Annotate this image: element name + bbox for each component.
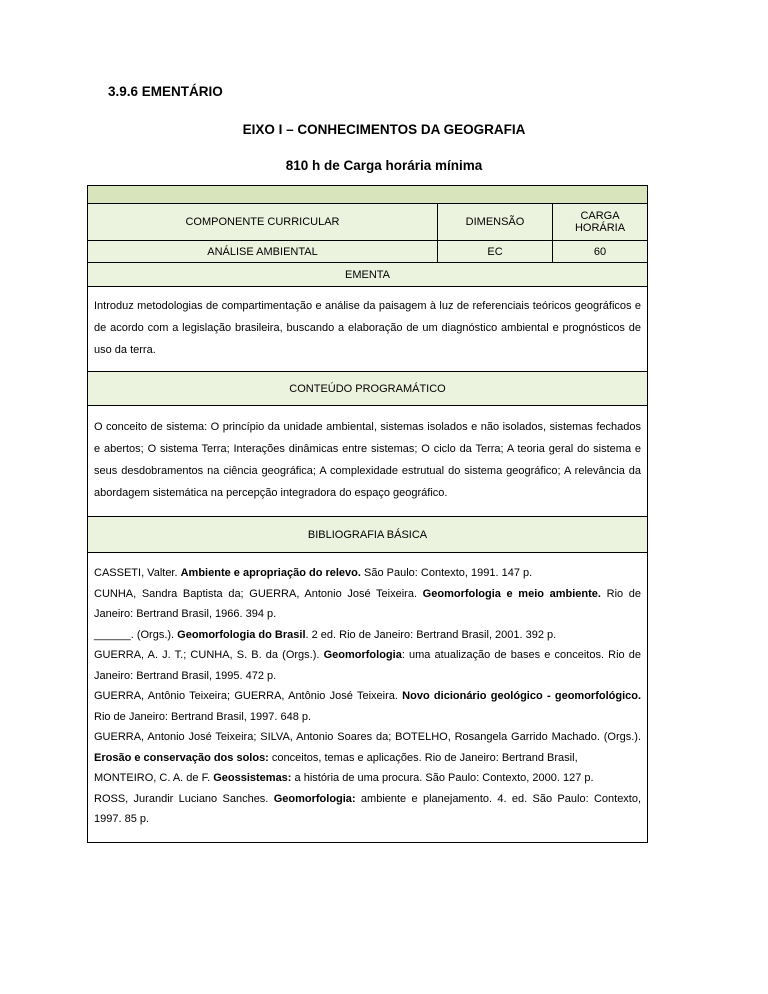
bibliografia-row bbox=[88, 553, 648, 843]
bib-entry: ______. (Orgs.). Geomorfologia do Brasil. 2 ed. Rio de Janeiro: Bertrand Brasil, 2001. 392 p. bbox=[94, 628, 557, 641]
conteudo-label: CONTEÚDO PROGRAMÁTICO bbox=[88, 372, 648, 406]
table-header-row bbox=[88, 204, 648, 241]
bib-entry: MONTEIRO, C. A. de F. Geossistemas: a história de uma procura. São Paulo: Contexto, 2000. 127 p. bbox=[94, 772, 594, 784]
bibliografia-label-row bbox=[88, 517, 648, 553]
ementa-text-row bbox=[88, 287, 648, 372]
axis-title: EIXO I – CONHECIMENTOS DA GEOGRAFIA bbox=[242, 122, 526, 137]
bibliografia-list bbox=[88, 553, 648, 843]
cell-component: ANÁLISE AMBIENTAL bbox=[88, 241, 438, 263]
table-top-band bbox=[88, 186, 648, 204]
header-hours: CARGA HORÁRIA bbox=[553, 204, 648, 241]
cell-hours: 60 bbox=[553, 241, 648, 263]
bib-entry: CUNHA, Sandra Baptista da; GUERRA, Antonio José Teixeira. Geomorfologia e meio ambiente. Rio de Janeiro: Bertrand Brasil, 1966. 394 p. bbox=[94, 587, 642, 620]
conteudo-text-row bbox=[88, 406, 648, 517]
ementa-text: Introduz metodologias de compartimentação e análise da paisagem à luz de referenciais teóricos geográficos e de acordo com a legislação brasileira, buscando a elaboração de um diagnóstico ambiental e prognósticos de uso da terra. bbox=[88, 287, 648, 372]
hours-title: 810 h de Carga horária mínima bbox=[285, 158, 483, 173]
ementa-table bbox=[87, 185, 648, 843]
bibliografia-label: BIBLIOGRAFIA BÁSICA bbox=[88, 517, 648, 553]
bib-entry: GUERRA, Antonio José Teixeira; SILVA, Antonio Soares da; BOTELHO, Rosangela Garrido Machado. (Orgs.). Erosão e conservação dos solos: conceitos, temas e aplicações. Rio de Janeiro: Bertrand Brasil, bbox=[94, 731, 642, 764]
bib-entry: ROSS, Jurandir Luciano Sanches. Geomorfologia: ambiente e planejamento. 4. ed. São Paulo: Contexto, 1997. 85 p. bbox=[94, 792, 642, 825]
ementa-label: EMENTA bbox=[88, 263, 648, 287]
bib-entry: CASSETI, Valter. Ambiente e apropriação do relevo. São Paulo: Contexto, 1991. 147 p. bbox=[94, 567, 533, 579]
section-title: 3.9.6 EMENTÁRIO bbox=[108, 84, 223, 99]
table-data-row bbox=[88, 241, 648, 263]
conteudo-text: O conceito de sistema: O princípio da unidade ambiental, sistemas isolados e não isolados, sistemas fechados e abertos; O sistema Terra; Interações dinâmicas entre sistemas; O ciclo da Terra; A teoria geral do sistema e seus desdobramentos na ciência geográfica; A complexidade estrutual do sistema geográfico; A relevância da abordagem sistemática na percepção integradora do espaço geográfico. bbox=[88, 406, 648, 517]
header-dimension: DIMENSÃO bbox=[438, 204, 553, 241]
cell-dimension: EC bbox=[438, 241, 553, 263]
table-top-band-cell bbox=[88, 186, 648, 204]
ementa-label-row bbox=[88, 263, 648, 287]
conteudo-label-row bbox=[88, 372, 648, 406]
header-component: COMPONENTE CURRICULAR bbox=[88, 204, 438, 241]
bib-entry: GUERRA, A. J. T.; CUNHA, S. B. da (Orgs.). Geomorfologia: uma atualização de bases e conceitos. Rio de Janeiro: Bertrand Brasil, 1995. 472 p. bbox=[94, 649, 642, 682]
bib-entry: GUERRA, Antônio Teixeira; GUERRA, Antônio José Teixeira. Novo dicionário geológico - geomorfológico. Rio de Janeiro: Bertrand Brasil, 1997. 648 p. bbox=[94, 690, 642, 723]
